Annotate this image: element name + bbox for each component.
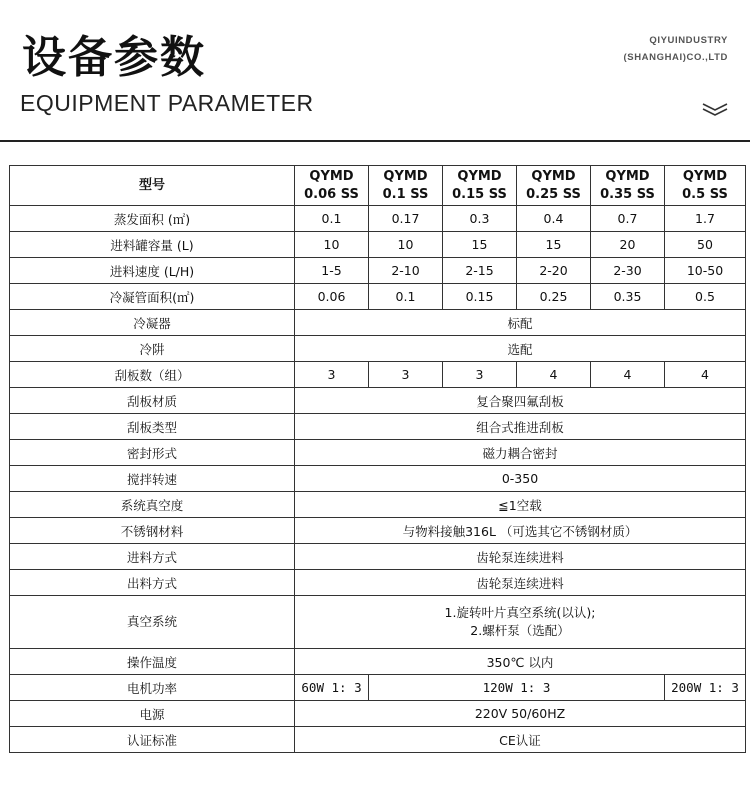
table-row (10, 466, 746, 492)
value-cell: 50 (665, 232, 746, 258)
model-cell: QYMD 0.06 SS (295, 166, 369, 206)
table-row (10, 675, 746, 701)
table-row (10, 258, 746, 284)
merged-value-cell (295, 596, 746, 649)
value-cell: 0.7 (591, 206, 665, 232)
table-row (10, 727, 746, 753)
row-label: 密封形式 (10, 440, 295, 466)
merged-value-cell: 复合聚四氟刮板 (295, 388, 746, 414)
table-row (10, 232, 746, 258)
value-cell: 4 (665, 362, 746, 388)
power-cell: 200W 1: 3 (665, 675, 746, 701)
row-label: 刮板数（组） (10, 362, 295, 388)
row-label: 刮板类型 (10, 414, 295, 440)
row-label: 真空系统 (10, 596, 295, 649)
row-label: 操作温度 (10, 649, 295, 675)
model-label-cell: 型号 (10, 166, 295, 206)
table-row (10, 570, 746, 596)
power-cell: 120W 1: 3 (369, 675, 665, 701)
table-row (10, 414, 746, 440)
row-label: 搅拌转速 (10, 466, 295, 492)
merged-value-cell: 标配 (295, 310, 746, 336)
value-cell: 4 (517, 362, 591, 388)
table-row (10, 206, 746, 232)
merged-value-cell: 220V 50/60HZ (295, 701, 746, 727)
model-cell: QYMD 0.15 SS (443, 166, 517, 206)
value-cell: 4 (591, 362, 665, 388)
table-row (10, 336, 746, 362)
double-chevron-down-icon (702, 102, 728, 116)
row-label: 出料方式 (10, 570, 295, 596)
value-cell: 3 (369, 362, 443, 388)
row-label: 冷凝管面积(㎡) (10, 284, 295, 310)
value-cell: 3 (295, 362, 369, 388)
table-row (10, 649, 746, 675)
vacuum-option-1: 1.旋转叶片真空系统(以认); (444, 605, 596, 620)
value-cell: 20 (591, 232, 665, 258)
equipment-parameter-table (9, 165, 746, 753)
value-cell: 2-30 (591, 258, 665, 284)
value-cell: 10 (295, 232, 369, 258)
header-divider (0, 140, 750, 142)
model-cell: QYMD 0.25 SS (517, 166, 591, 206)
row-label: 进料方式 (10, 544, 295, 570)
merged-value-cell: 组合式推进刮板 (295, 414, 746, 440)
merged-value-cell: ≦1空载 (295, 492, 746, 518)
row-label: 刮板材质 (10, 388, 295, 414)
company-name-line1: QIYUINDUSTRY (649, 35, 728, 46)
table-row (10, 492, 746, 518)
table-row (10, 284, 746, 310)
row-label: 蒸发面积 (㎡) (10, 206, 295, 232)
table-row (10, 388, 746, 414)
value-cell: 2-15 (443, 258, 517, 284)
value-cell: 15 (443, 232, 517, 258)
table-header-row (10, 166, 746, 206)
model-cell: QYMD 0.35 SS (591, 166, 665, 206)
value-cell: 15 (517, 232, 591, 258)
table-row (10, 440, 746, 466)
value-cell: 10-50 (665, 258, 746, 284)
row-label: 不锈钢材料 (10, 518, 295, 544)
page-title-en: EQUIPMENT PARAMETER (20, 90, 314, 116)
value-cell: 0.17 (369, 206, 443, 232)
value-cell: 0.4 (517, 206, 591, 232)
merged-value-cell: 磁力耦合密封 (295, 440, 746, 466)
value-cell: 0.25 (517, 284, 591, 310)
table-row (10, 362, 746, 388)
value-cell: 10 (369, 232, 443, 258)
table-row (10, 518, 746, 544)
value-cell: 2-10 (369, 258, 443, 284)
value-cell: 0.15 (443, 284, 517, 310)
value-cell: 0.1 (295, 206, 369, 232)
vacuum-option-2: 2.螺杆泵（选配） (470, 623, 570, 638)
row-label: 冷凝器 (10, 310, 295, 336)
merged-value-cell: CE认证 (295, 727, 746, 753)
table-row (10, 701, 746, 727)
row-label: 进料罐容量 (L) (10, 232, 295, 258)
value-cell: 0.1 (369, 284, 443, 310)
value-cell: 3 (443, 362, 517, 388)
merged-value-cell: 与物料接触316L （可选其它不锈钢材质） (295, 518, 746, 544)
merged-value-cell: 350℃ 以内 (295, 649, 746, 675)
row-label: 电源 (10, 701, 295, 727)
value-cell: 1.7 (665, 206, 746, 232)
value-cell: 0.06 (295, 284, 369, 310)
value-cell: 1-5 (295, 258, 369, 284)
company-name-line2: (SHANGHAI)CO.,LTD (623, 52, 728, 63)
page-title-cn: 设备参数 (22, 32, 206, 83)
merged-value-cell: 齿轮泵连续进料 (295, 570, 746, 596)
value-cell: 0.3 (443, 206, 517, 232)
table-row (10, 596, 746, 649)
row-label: 电机功率 (10, 675, 295, 701)
merged-value-cell: 齿轮泵连续进料 (295, 544, 746, 570)
value-cell: 0.5 (665, 284, 746, 310)
table-row (10, 544, 746, 570)
model-cell: QYMD 0.1 SS (369, 166, 443, 206)
company-name (624, 32, 729, 66)
model-cell: QYMD 0.5 SS (665, 166, 746, 206)
row-label: 系统真空度 (10, 492, 295, 518)
power-cell: 60W 1: 3 (295, 675, 369, 701)
value-cell: 2-20 (517, 258, 591, 284)
merged-value-cell: 选配 (295, 336, 746, 362)
table-row (10, 310, 746, 336)
row-label: 认证标准 (10, 727, 295, 753)
row-label: 进料速度 (L/H) (10, 258, 295, 284)
row-label: 冷阱 (10, 336, 295, 362)
value-cell: 0.35 (591, 284, 665, 310)
merged-value-cell: 0-350 (295, 466, 746, 492)
